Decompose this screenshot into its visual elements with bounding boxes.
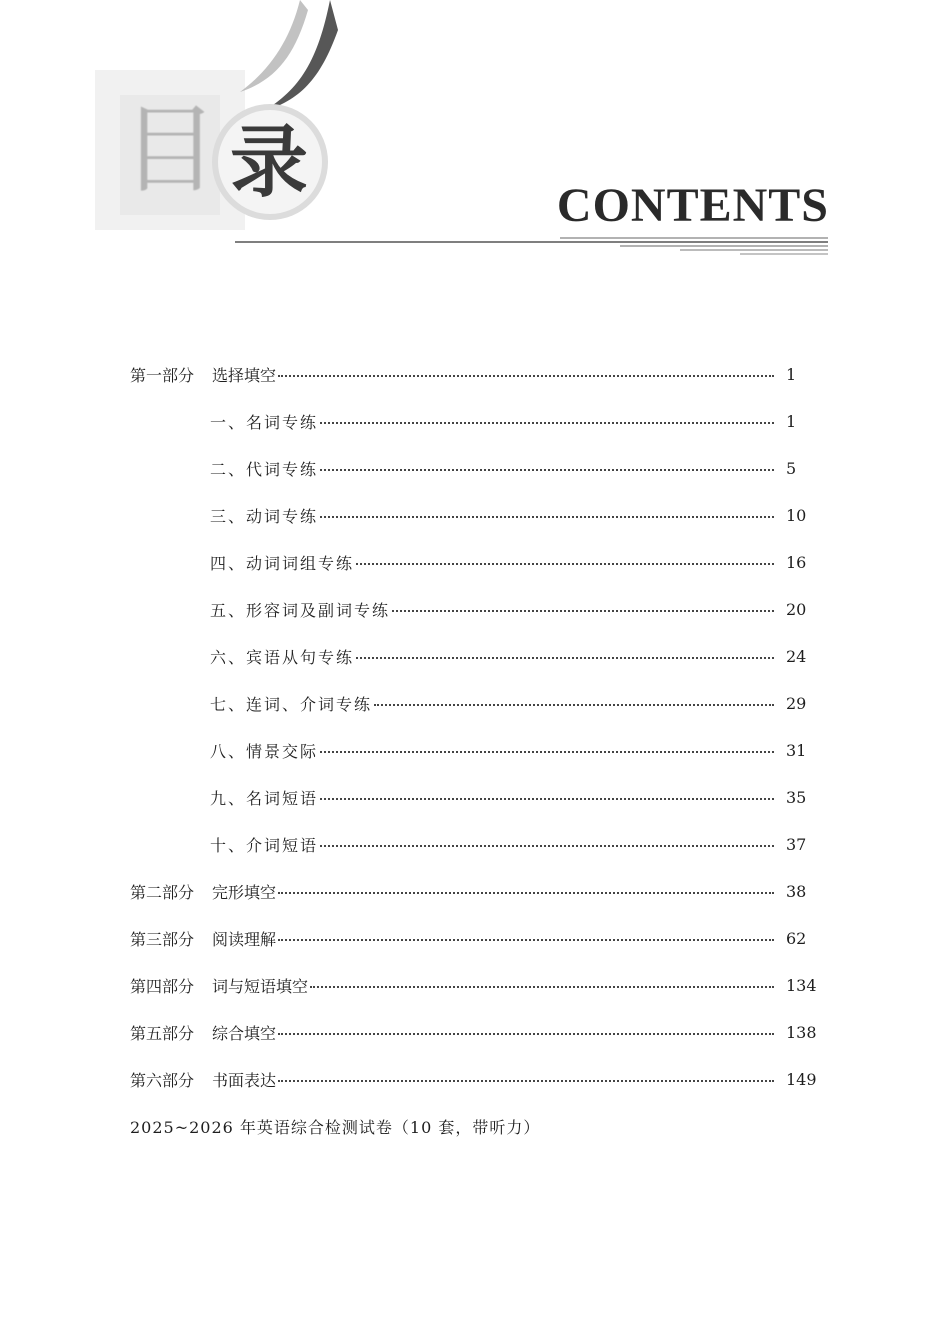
toc-entry-sub-4[interactable] [210, 546, 820, 578]
dot-leader [356, 640, 774, 672]
entry-title: 完形填空 [212, 882, 277, 902]
page-number: 134 [786, 975, 817, 995]
dot-leader [278, 1016, 774, 1048]
entry-title: 五、形容词及副词专练 [210, 600, 391, 620]
toc-entry-sub-1[interactable] [210, 405, 820, 437]
page-number: 31 [786, 740, 807, 760]
toc-entry-sub-7[interactable] [210, 687, 820, 719]
dot-leader [320, 405, 774, 437]
toc-entry-test-papers[interactable] [130, 1110, 830, 1142]
entry-title: 四、动词词组专练 [210, 553, 355, 573]
dot-leader [278, 922, 774, 954]
entry-title: 词与短语填空 [212, 976, 309, 996]
part-label: 第一部分 [130, 365, 195, 385]
page-number: 138 [786, 1022, 817, 1042]
page-number: 24 [786, 646, 807, 666]
page-number: 38 [786, 881, 807, 901]
contents-title: CONTENTS [556, 179, 829, 232]
entry-title: 综合填空 [212, 1023, 277, 1043]
dot-leader [278, 1063, 774, 1095]
toc-entry-sub-6[interactable] [210, 640, 820, 672]
dot-leader [278, 875, 774, 907]
brush-stroke-light [240, 0, 308, 92]
part-label: 第四部分 [130, 976, 195, 996]
entry-title: 一、名词专练 [210, 412, 319, 432]
entry-title: 选择填空 [212, 365, 277, 385]
page-number: 29 [786, 693, 807, 713]
toc-entry-sub-2[interactable] [210, 452, 820, 484]
toc-entry-sub-8[interactable] [210, 734, 820, 766]
entry-title: 书面表达 [212, 1070, 277, 1090]
toc-entry-part-6[interactable] [130, 1063, 820, 1095]
toc-header [0, 0, 941, 280]
page-number: 5 [786, 458, 797, 478]
entry-title: 阅读理解 [212, 929, 277, 949]
toc-entry-part-3[interactable] [130, 922, 820, 954]
dot-leader [320, 734, 774, 766]
part-label: 第二部分 [130, 882, 195, 902]
page-number: 20 [786, 599, 807, 619]
toc-entry-part-1[interactable] [130, 358, 820, 390]
heading-char-mu: 目 [122, 94, 218, 206]
dot-leader [278, 358, 774, 390]
entry-title: 十、介词短语 [210, 835, 319, 855]
dot-leader [320, 828, 774, 860]
page-number: 149 [786, 1069, 817, 1089]
part-label: 第五部分 [130, 1023, 195, 1043]
page-number: 10 [786, 505, 807, 525]
dot-leader [392, 593, 774, 625]
toc-entry-part-4[interactable] [130, 969, 820, 1001]
page-number: 35 [786, 787, 807, 807]
dot-leader [320, 781, 774, 813]
dot-leader [310, 969, 774, 1001]
page-number: 16 [786, 552, 807, 572]
entry-title: 七、连词、介词专练 [210, 694, 373, 714]
entry-title: 三、动词专练 [210, 506, 319, 526]
part-label: 第三部分 [130, 929, 195, 949]
entry-title: 九、名词短语 [210, 788, 319, 808]
heading-char-lu: 录 [229, 118, 308, 208]
part-label: 第六部分 [130, 1070, 195, 1090]
dot-leader [320, 452, 774, 484]
dot-leader [320, 499, 774, 531]
toc-entry-part-2[interactable] [130, 875, 820, 907]
entry-title: 八、情景交际 [210, 741, 319, 761]
dot-leader [374, 687, 774, 719]
entry-title: 六、宾语从句专练 [210, 647, 355, 667]
toc-entry-part-5[interactable] [130, 1016, 820, 1048]
entry-title: 2025~2026 年英语综合检测试卷（10 套，带听力） [130, 1117, 541, 1137]
toc-entry-sub-9[interactable] [210, 781, 820, 813]
page-number: 1 [786, 364, 797, 384]
toc-entry-sub-5[interactable] [210, 593, 820, 625]
toc-entry-sub-10[interactable] [210, 828, 820, 860]
toc-entry-sub-3[interactable] [210, 499, 820, 531]
page-number: 62 [786, 928, 807, 948]
dot-leader [356, 546, 774, 578]
entry-title: 二、代词专练 [210, 459, 319, 479]
page-number: 37 [786, 834, 807, 854]
page-number: 1 [786, 411, 797, 431]
